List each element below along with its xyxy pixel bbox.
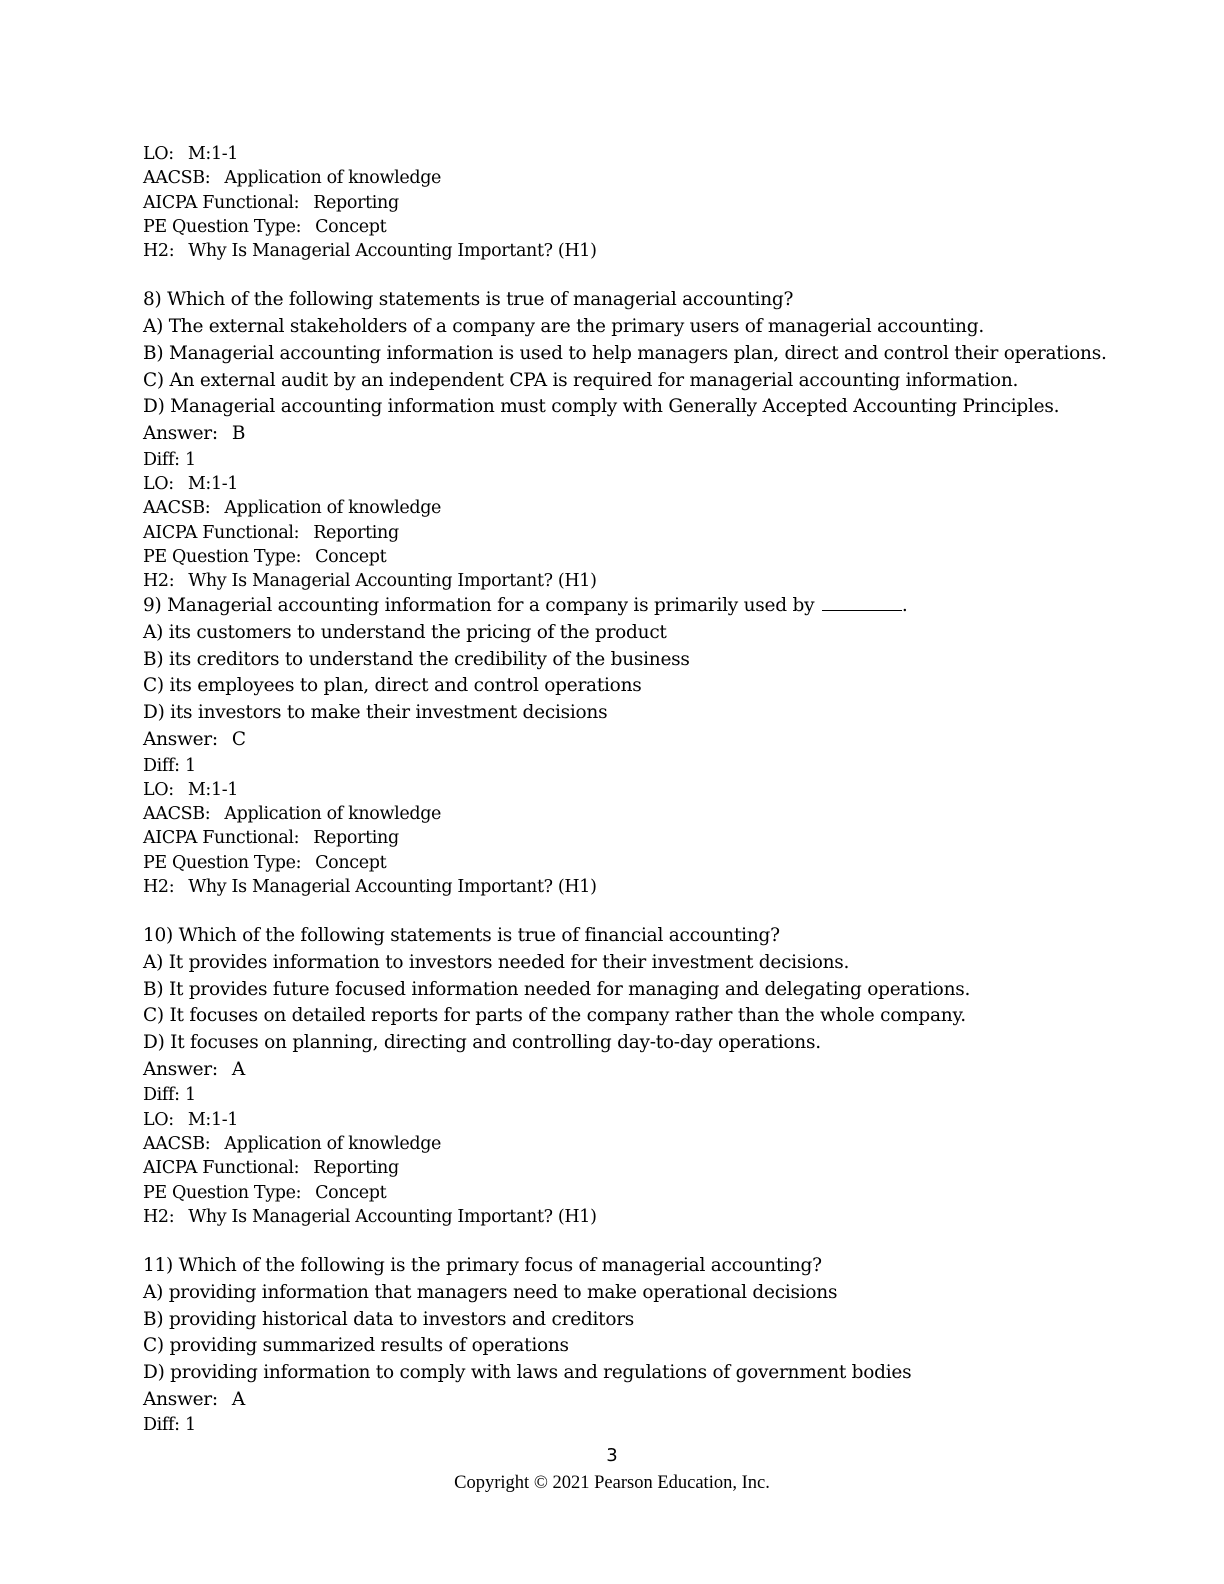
option-b: B) It provides future focused information needed for managing and delegating operations.	[143, 978, 971, 1000]
difficulty: Diff: 1	[143, 755, 196, 776]
meta-aacsb: AACSB: Application of knowledge	[143, 804, 442, 825]
option-c: C) It focuses on detailed reports for parts of the company rather than the whole company.	[143, 1005, 966, 1027]
option-d: D) It focuses on planning, directing and controlling day-to-day operations.	[143, 1032, 821, 1054]
option-d: D) Managerial accounting information must comply with Generally Accepted Accounting Principles.	[143, 396, 1060, 418]
question-stem: 11) Which of the following is the primary focus of managerial accounting?	[143, 1255, 822, 1277]
option-a: A) It provides information to investors needed for their investment decisions.	[143, 951, 850, 973]
copyright-notice: Copyright © 2021 Pearson Education, Inc.	[454, 1473, 770, 1493]
question-8	[143, 287, 1143, 593]
page-content	[143, 142, 1143, 1438]
meta-aacsb: AACSB: Application of knowledge	[143, 168, 442, 189]
meta-aicpa: AICPA Functional: Reporting	[143, 828, 399, 849]
question-9	[143, 593, 1143, 899]
meta-h2: H2: Why Is Managerial Accounting Important? (H1)	[143, 571, 597, 592]
meta-lo: LO: M:1-1	[143, 779, 239, 800]
option-a: A) providing information that managers need to make operational decisions	[143, 1281, 838, 1303]
meta-pe-type: PE Question Type: Concept	[143, 852, 387, 873]
spacer	[143, 263, 1143, 287]
answer: Answer: B	[143, 422, 246, 444]
difficulty: Diff: 1	[143, 1085, 196, 1106]
option-a: A) its customers to understand the pricing of the product	[143, 622, 667, 644]
answer: Answer: C	[143, 728, 246, 750]
meta-aicpa: AICPA Functional: Reporting	[143, 1158, 399, 1179]
meta-aacsb: AACSB: Application of knowledge	[143, 1134, 442, 1155]
option-a: A) The external stakeholders of a company are the primary users of managerial accounting.	[143, 316, 984, 338]
option-d: D) providing information to comply with laws and regulations of government bodies	[143, 1361, 912, 1383]
question-7-metadata	[143, 142, 1143, 263]
meta-pe-type: PE Question Type: Concept	[143, 1182, 387, 1203]
difficulty: Diff: 1	[143, 1415, 196, 1436]
meta-h2: H2: Why Is Managerial Accounting Important? (H1)	[143, 1206, 597, 1227]
option-c: C) providing summarized results of operations	[143, 1335, 569, 1357]
option-b: B) its creditors to understand the credibility of the business	[143, 648, 690, 670]
spacer	[143, 899, 1143, 923]
option-c: C) An external audit by an independent CPA is required for managerial accounting information.	[143, 369, 1019, 391]
spacer	[143, 1229, 1143, 1253]
meta-pe-type: PE Question Type: Concept	[143, 216, 387, 237]
question-stem: 9) Managerial accounting information for a company is primarily used by .	[143, 595, 908, 617]
meta-aicpa: AICPA Functional: Reporting	[143, 192, 399, 213]
question-11	[143, 1253, 1143, 1437]
answer-blank	[822, 593, 902, 611]
meta-h2: H2: Why Is Managerial Accounting Important? (H1)	[143, 241, 597, 262]
question-10	[143, 923, 1143, 1229]
question-stem: 10) Which of the following statements is true of financial accounting?	[143, 925, 780, 947]
question-stem: 8) Which of the following statements is true of managerial accounting?	[143, 289, 794, 311]
difficulty: Diff: 1	[143, 449, 196, 470]
answer: Answer: A	[143, 1058, 246, 1080]
meta-aacsb: AACSB: Application of knowledge	[143, 498, 442, 519]
option-d: D) its investors to make their investment decisions	[143, 702, 608, 724]
meta-pe-type: PE Question Type: Concept	[143, 546, 387, 567]
meta-lo: LO: M:1-1	[143, 144, 239, 164]
answer: Answer: A	[143, 1388, 246, 1410]
option-b: B) providing historical data to investors and creditors	[143, 1308, 635, 1330]
meta-lo: LO: M:1-1	[143, 473, 239, 494]
option-b: B) Managerial accounting information is used to help managers plan, direct and control their operations.	[143, 342, 1107, 364]
page-number: 3	[606, 1445, 618, 1466]
meta-h2: H2: Why Is Managerial Accounting Important? (H1)	[143, 877, 597, 897]
meta-lo: LO: M:1-1	[143, 1109, 239, 1130]
option-c: C) its employees to plan, direct and control operations	[143, 675, 642, 697]
meta-aicpa: AICPA Functional: Reporting	[143, 522, 399, 543]
